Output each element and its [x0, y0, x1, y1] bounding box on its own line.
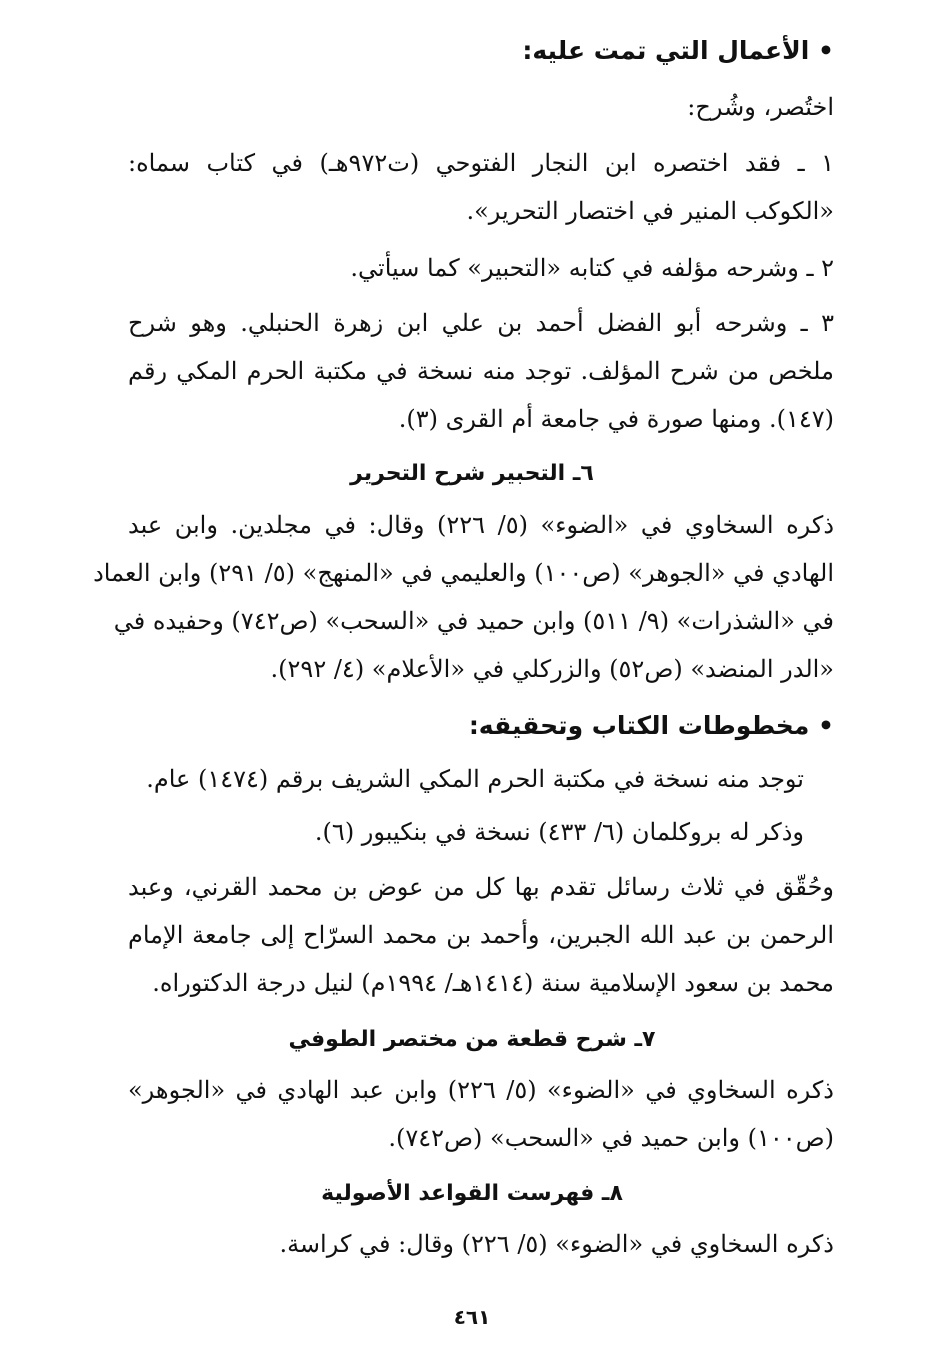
- manuscripts-line-5: محمد بن سعود الإسلامية سنة (١٤١٤هـ/ ١٩٩٤م) لنيل درجة الدكتوراه.: [152, 969, 834, 997]
- works-item-1-line-2: «الكوكب المنير في اختصار التحرير».: [466, 197, 834, 225]
- works-item-1-line-1: ١ ـ فقد اختصره ابن النجار الفتوحي (ت٩٧٢هـ) في كتاب سماه:: [128, 149, 834, 177]
- manuscripts-line-3: وحُقّق في ثلاث رسائل تقدم بها كل من عوض بن محمد القرني، وعبد: [128, 873, 834, 901]
- page-number: ٤٦١: [453, 1305, 491, 1329]
- manuscripts-line-2: وذكر له بروكلمان (٦/ ٤٣٣) نسخة في بنكيبور (٦).: [314, 818, 804, 846]
- fihrist-heading: ٨ـ فهرست القواعد الأصولية: [321, 1181, 623, 1206]
- works-item-3-line-3: (١٤٧). ومنها صورة في جامعة أم القرى (٣).: [398, 405, 834, 433]
- tahbir-heading: ٦ـ التحبير شرح التحرير: [350, 461, 594, 486]
- fihrist-line-1: ذكره السخاوي في «الضوء» (٥/ ٢٢٦) وقال: في كراسة.: [279, 1230, 834, 1258]
- works-intro: اختُصر، وشُرح:: [687, 93, 834, 121]
- manuscripts-heading: • مخطوطات الكتاب وتحقيقه:: [468, 711, 834, 740]
- tahbir-line-3: في «الشذرات» (٩/ ٥١١) وابن حميد في «السحب» (ص٧٤٢) وحفيده في: [113, 607, 834, 635]
- qitah-heading: ٧ـ شرح قطعة من مختصر الطوفي: [288, 1027, 656, 1052]
- tahbir-line-2: الهادي في «الجوهر» (ص١٠٠) والعليمي في «المنهج» (٥/ ٢٩١) وابن العماد: [93, 559, 834, 587]
- tahbir-line-4: «الدر المنضد» (ص٥٢) والزركلي في «الأعلام» (٤/ ٢٩٢).: [270, 655, 834, 683]
- works-item-3-line-1: ٣ ـ وشرحه أبو الفضل أحمد بن علي ابن زهرة الحنبلي. وهو شرح: [128, 309, 834, 337]
- qitah-line-1: ذكره السخاوي في «الضوء» (٥/ ٢٢٦) وابن عبد الهادي في «الجوهر»: [128, 1076, 834, 1104]
- manuscripts-line-4: الرحمن بن عبد الله الجبرين، وأحمد بن محمد السرّاح إلى جامعة الإمام: [128, 921, 834, 949]
- qitah-line-2: (ص١٠٠) وابن حميد في «السحب» (ص٧٤٢).: [388, 1124, 834, 1152]
- manuscripts-line-1: توجد منه نسخة في مكتبة الحرم المكي الشريف برقم (١٤٧٤) عام.: [146, 765, 804, 793]
- works-item-2: ٢ ـ وشرحه مؤلفه في كتابه «التحبير» كما سيأتي.: [350, 254, 834, 282]
- works-item-3-line-2: ملخص من شرح المؤلف. توجد منه نسخة في مكتبة الحرم المكي رقم: [128, 357, 834, 385]
- works-heading: • الأعمال التي تمت عليه:: [522, 36, 834, 65]
- tahbir-line-1: ذكره السخاوي في «الضوء» (٥/ ٢٢٦) وقال: في مجلدين. وابن عبد: [128, 511, 835, 539]
